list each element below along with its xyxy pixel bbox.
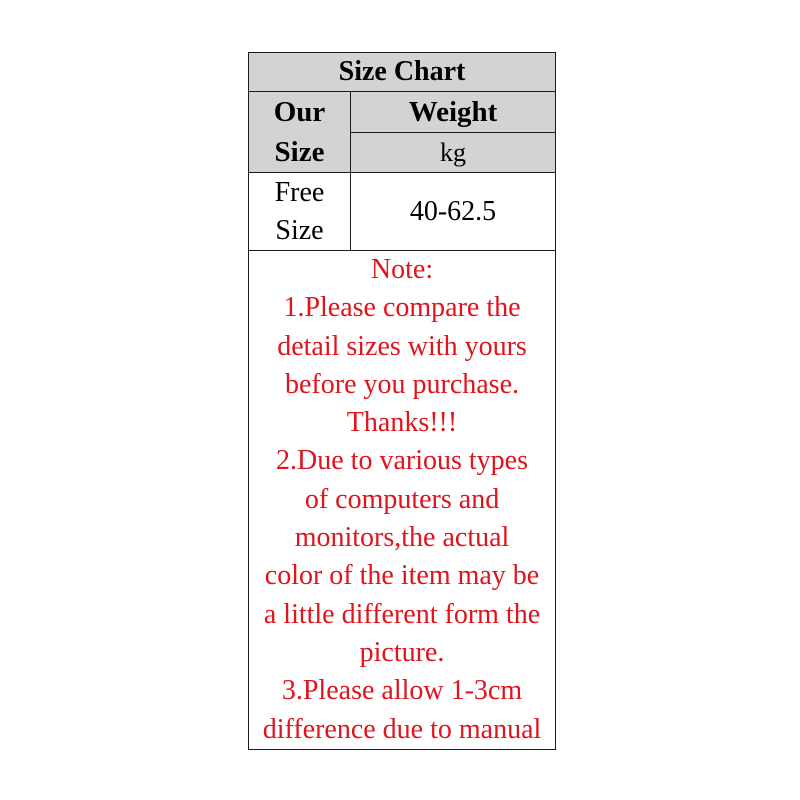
size-cell [249,173,351,251]
note-line: color of the item may be [264,560,540,592]
weight-unit-header: kg [351,133,556,173]
size-cell-line1: Free [274,176,325,208]
note-line: picture. [359,636,445,668]
weight-range-cell: 40-62.5 [351,173,556,251]
note-line: 3.Please allow 1-3cm [281,675,523,707]
note-cell [249,251,556,750]
note-line: 1.Please compare the [283,292,521,324]
size-chart-title: Size Chart [249,53,556,92]
note-line: a little different form the [263,598,541,630]
weight-header: Weight [351,92,556,133]
size-chart-table [248,52,556,750]
note-line: 2.Due to various types [276,445,528,477]
note-line: detail sizes with yours [277,330,527,362]
note-line: Note: [370,254,434,285]
note-line: Thanks!!! [346,407,458,439]
note-line: of computers and [304,483,500,515]
note-line: monitors,the actual [294,522,510,554]
our-size-header-line2: Size [274,136,325,168]
table-row [249,173,556,251]
our-size-header [249,92,351,173]
size-cell-line2: Size [275,214,324,246]
note-line: before you purchase. [285,368,520,400]
note-line: difference due to manual [262,713,542,745]
our-size-header-line1: Our [273,96,326,128]
